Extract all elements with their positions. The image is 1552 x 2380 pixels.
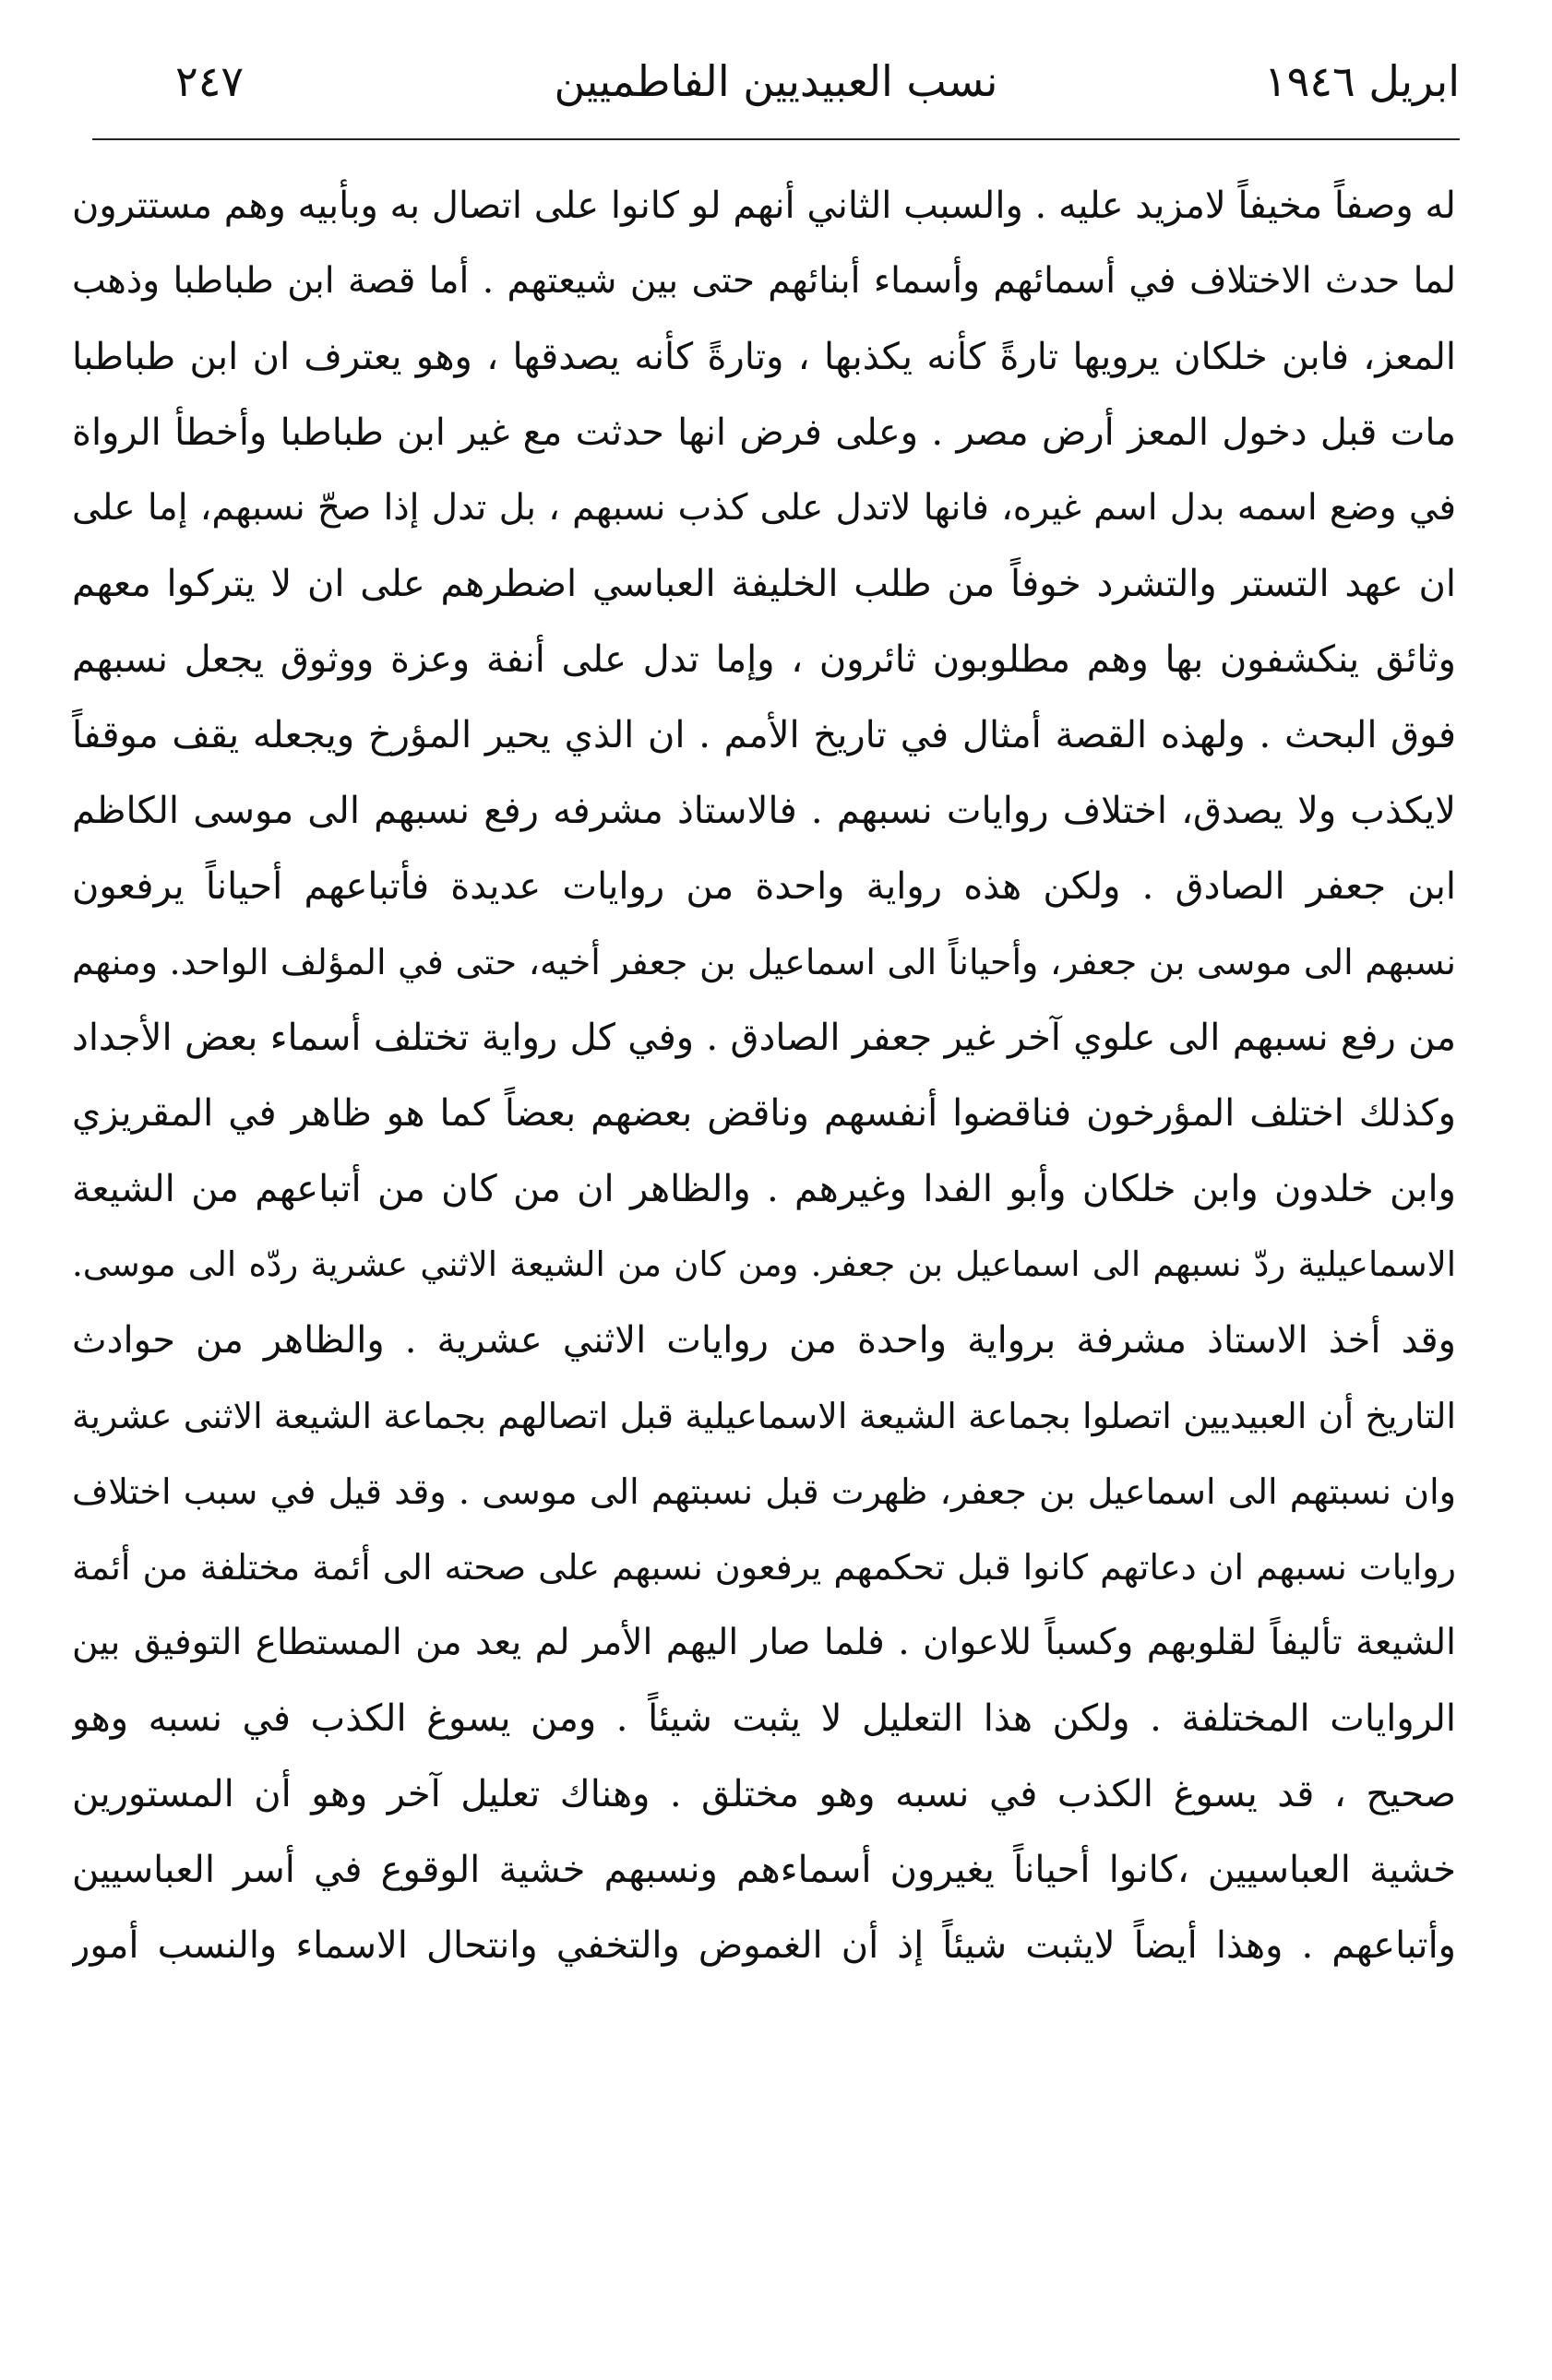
text-line: نسبهم الى موسى بن جعفر، وأحياناً الى اسماعيل بن جعفر أخيه، حتى في المؤلف الواحد. ومنهم — [72, 942, 1456, 982]
text-line: الروايات المختلفة . ولكن هذا التعليل لا يثبت شيئاً . ومن يسوغ الكذب في نسبه وهو — [72, 1697, 1456, 1740]
text-line: صحيح ، قد يسوغ الكذب في نسبه وهو مختلق . وهناك تعليل آخر وهو أن المستورين — [72, 1773, 1456, 1815]
text-line: خشية العباسيين ،كانوا أحياناً يغيرون أسماءهم ونسبهم خشية الوقوع في أسر العباسيين — [72, 1849, 1456, 1891]
text-line: له وصفاً مخيفاً لامزيد عليه . والسبب الثاني أنهم لو كانوا على اتصال به وبأبيه وهم مستترون — [72, 184, 1456, 227]
body-text — [72, 168, 1456, 1983]
text-line: في وضع اسمه بدل اسم غيره، فانها لاتدل على كذب نسبهم ، بل تدل إذا صحّ نسبهم، إما على — [72, 487, 1456, 529]
text-line: الاسماعيلية ردّ نسبهم الى اسماعيل بن جعفر. ومن كان من الشيعة الاثني عشرية ردّه الى موسى. — [72, 1244, 1456, 1284]
text-line: لايكذب ولا يصدق، اختلاف روايات نسبهم . فالاستاذ مشرفه رفع نسبهم الى موسى الكاظم — [72, 790, 1456, 832]
header-date: ابريل ١٩٤٦ — [1263, 56, 1460, 106]
text-line: وابن خلدون وابن خلكان وأبو الفدا وغيرهم . والظاهر ان من كان من أتباعهم من الشيعة — [72, 1168, 1456, 1210]
text-line: وان نسبتهم الى اسماعيل بن جعفر، ظهرت قبل نسبتهم الى موسى . وقد قيل في سبب اختلاف — [72, 1471, 1456, 1512]
text-line: الشيعة تأليفاً لقلوبهم وكسباً للاعوان . فلما صار اليهم الأمر لم يعد من المستطاع التوفيق بين — [72, 1622, 1456, 1663]
text-line: لما حدث الاختلاف في أسمائهم وأسماء أبنائهم حتى بين شيعتهم . أما قصة ابن طباطبا وذهب — [72, 260, 1456, 302]
text-line: وكذلك اختلف المؤرخون فناقضوا أنفسهم وناقض بعضهم بعضاً كما هو ظاهر في المقريزي — [72, 1092, 1456, 1135]
text-line: روايات نسبهم ان دعاتهم كانوا قبل تحكمهم يرفعون نسبهم على صحته الى أئمة مختلفة من أئمة — [72, 1547, 1456, 1588]
text-line: وقد أخذ الاستاذ مشرفة برواية واحدة من روايات الاثني عشرية . والظاهر من حوادث — [72, 1319, 1456, 1362]
text-line: وأتباعهم . وهذا أيضاً لايثبت شيئاً إذ أن الغموض والتخفي وانتحال الاسماء والنسب أمور — [72, 1924, 1456, 1967]
header-rule — [92, 138, 1460, 140]
text-line: وثائق ينكشفون بها وهم مطلوبون ثائرون ، وإما تدل على أنفة وعزة ووثوق يجعل نسبهم — [72, 638, 1456, 681]
running-header — [92, 44, 1460, 118]
text-line: المعز، فابن خلكان يرويها تارةً كأنه يكذبها ، وتارةً كأنه يصدقها ، وهو يعترف ان ابن طباطبا — [72, 336, 1456, 378]
text-line: فوق البحث . ولهذه القصة أمثال في تاريخ الأمم . ان الذي يحير المؤرخ ويجعله يقف موقفاً — [72, 714, 1456, 756]
text-line: التاريخ أن العبيديين اتصلوا بجماعة الشيعة الاسماعيلية قبل اتصالهم بجماعة الشيعة الاثنى عشرية — [72, 1396, 1456, 1436]
text-line: ان عهد التستر والتشرد خوفاً من طلب الخليفة العباسي اضطرهم على ان لا يتركوا معهم — [72, 563, 1456, 605]
page-number: ٢٤٧ — [175, 56, 245, 106]
text-line: مات قبل دخول المعز أرض مصر . وعلى فرض انها حدثت مع غير ابن طباطبا وأخطأ الرواة — [72, 411, 1456, 454]
text-line: ابن جعفر الصادق . ولكن هذه رواية واحدة من روايات عديدة فأتباعهم أحياناً يرفعون — [72, 865, 1456, 908]
header-title: نسب العبيديين الفاطميين — [554, 56, 998, 106]
text-line: من رفع نسبهم الى علوي آخر غير جعفر الصادق . وفي كل رواية تختلف أسماء بعض الأجداد — [72, 1017, 1456, 1059]
